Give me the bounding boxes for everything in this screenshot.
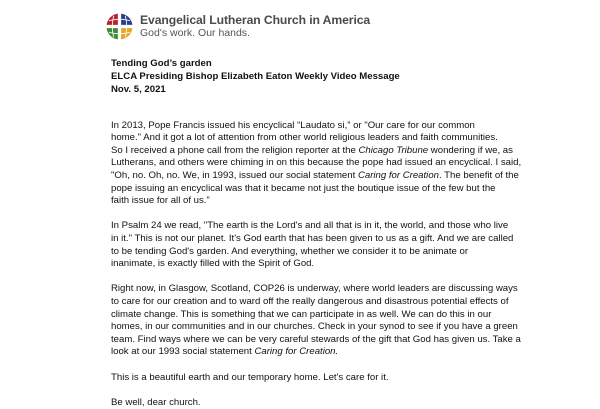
document-subtitle: ELCA Presiding Bishop Elizabeth Eaton Weekly Video Message <box>111 70 400 82</box>
title-block <box>111 58 581 97</box>
text-line: Lutherans, and others were chiming in on this because the pope had issued an encyclical. I said, <box>111 157 522 169</box>
text-line: Right now, in Glasgow, Scotland, COP26 is underway, where world leaders are discussing ways <box>111 283 518 295</box>
text-line: to care for our creation and to ward off the really dangerous and disastrous potential effects of <box>111 295 509 307</box>
paragraph <box>111 120 581 208</box>
italic-title: Caring for Creation. <box>254 346 339 358</box>
document-body <box>111 58 581 409</box>
paragraphs <box>111 120 581 409</box>
document-title: Tending God’s garden <box>111 58 212 69</box>
text-line: team. Find ways where we can be very careful stewards of the gift that God has given us. Take a <box>111 333 521 345</box>
header <box>106 11 370 41</box>
brand-tagline: God's work. Our hands. <box>140 27 250 39</box>
paragraph <box>111 220 581 270</box>
text-line: So I received a phone call from the religion reporter at the Chicago Tribune wondering if we, as <box>111 144 513 156</box>
text-line: pope issuing an encyclical was that it became not just the boutique issue of the few but the <box>111 182 496 194</box>
paragraph <box>111 372 581 385</box>
text-line: look at our 1993 social statement Caring for Creation. <box>111 346 339 358</box>
text-line: homes, in our communities and in our churches. Check in your synod to see if you have a green <box>111 321 518 333</box>
text-line: in it." This is not our planet. It's God earth that has been given to us as a gift. And we are called <box>111 233 514 245</box>
italic-title: Caring for Creation <box>357 170 439 182</box>
text-line: Be well, dear church. <box>111 396 201 408</box>
text-line: In 2013, Pope Francis issued his encyclical “Laudato si,” or "Our care for our common <box>111 119 475 131</box>
document-date: Nov. 5, 2021 <box>111 83 166 95</box>
text-line: "Oh, no. Oh, no. We, in 1993, issued our social statement Caring for Creation. The benefit of the <box>111 170 519 182</box>
text-line: faith issue for all of us.” <box>111 195 210 207</box>
brand-name: Evangelical Lutheran Church in America <box>140 13 371 27</box>
elca-logo-icon <box>106 13 133 40</box>
text-line: home." And it got a lot of attention from other world religious leaders and faith communities. <box>111 132 498 144</box>
text-line: In Psalm 24 we read, "The earth is the Lord's and all that is in it, the world, and those who live <box>111 220 509 232</box>
paragraph <box>111 397 581 409</box>
text-line: This is a beautiful earth and our temporary home. Let's care for it. <box>111 371 389 383</box>
text-line: inanimate, is exactly filled with the Spirit of God. <box>111 258 315 270</box>
brand-text <box>140 13 370 39</box>
italic-title: Chicago Tribune <box>358 144 429 156</box>
text-line: to be tending God's garden. And everything, whether we consider it to be animate or <box>111 245 469 257</box>
paragraph <box>111 283 581 359</box>
text-line: climate change. This is something that we can participate in as well. We can do this in our <box>111 308 492 320</box>
